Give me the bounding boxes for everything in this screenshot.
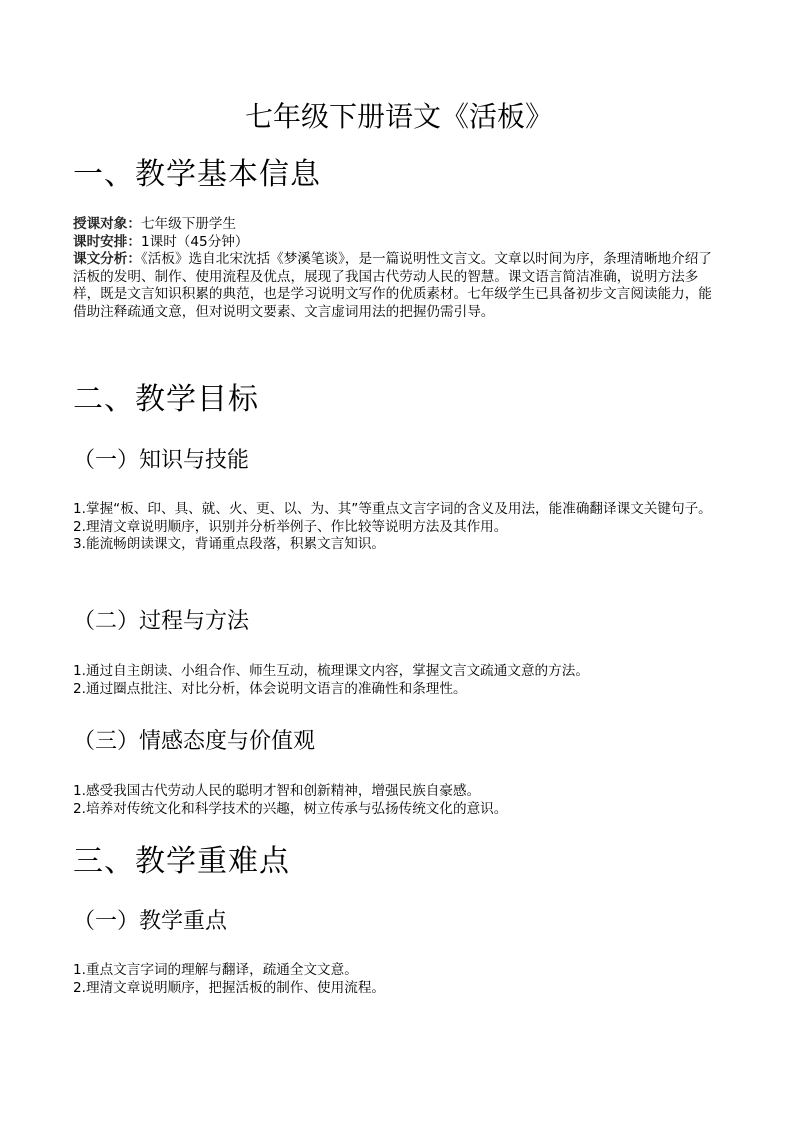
info-label: 课时安排： xyxy=(73,233,141,250)
list-item: 1.感受我国古代劳动人民的聪明才智和创新精神，增强民族自豪感。 xyxy=(73,783,481,799)
info-audience xyxy=(73,216,725,234)
list-item: 3.能流畅朗读课文，背诵重点段落，积累文言知识。 xyxy=(73,536,386,553)
list-item: 1.掌握“板、印、具、就、火、更、以、为、其”等重点文言字词的含义及用法，能准确翻译课文关键句子。 xyxy=(73,501,712,517)
subsection-heading-focus: （一）教学重点 xyxy=(73,909,228,934)
info-label: 课文分析： xyxy=(73,251,141,268)
info-label: 授课对象： xyxy=(73,216,141,232)
subsection-heading-process: （二）过程与方法 xyxy=(73,609,250,634)
info-schedule xyxy=(73,234,725,252)
knowledge-list xyxy=(73,501,725,554)
section-heading-objectives: 二、教学目标 xyxy=(73,382,259,417)
basic-info-block xyxy=(73,216,725,322)
list-item: 2.理清文章说明顺序，把握活板的制作、使用流程。 xyxy=(73,979,386,996)
info-analysis xyxy=(73,251,725,321)
info-value: 七年级下册学生 xyxy=(140,216,237,232)
focus-list xyxy=(73,962,725,997)
process-list xyxy=(73,663,725,698)
list-item: 1.重点文言字词的理解与翻译，疏通全文文意。 xyxy=(73,962,358,978)
section-heading-basic-info: 一、教学基本信息 xyxy=(73,157,321,192)
subsection-heading-values: （三）情感态度与价值观 xyxy=(73,729,316,754)
list-item: 2.理清文章说明顺序，识别并分析举例子、作比较等说明方法及其作用。 xyxy=(73,518,508,535)
list-item: 1.通过自主朗读、小组合作、师生互动，梳理课文内容，掌握文言文疏通文意的方法。 xyxy=(73,663,589,679)
list-item: 2.通过圈点批注、对比分析，体会说明文语言的准确性和条理性。 xyxy=(73,680,467,697)
subsection-heading-knowledge: （一）知识与技能 xyxy=(73,448,250,473)
values-list xyxy=(73,783,725,818)
list-item: 2.培养对传统文化和科学技术的兴趣，树立传承与弘扬传统文化的意识。 xyxy=(73,800,508,817)
document-title: 七年级下册语文《活板》 xyxy=(244,100,553,133)
info-value: 《活板》选自北宋沈括《梦溪笔谈》，是一篇说明性文言文。文章以时间为序，条理清晰地介绍了活板的发明、制作、使用流程及优点，展现了我国古代劳动人民的智慧。课文语言简洁准确，说明方法多样，既是文言知识积累的典范，也是学习说明文写作的优质素材。七年级学生已具备初步文言阅读能力，能借助注释疏通文意，但对说明文要素、文言虚词用法的把握仍需引导。 xyxy=(73,251,712,320)
info-value: 1课时（45分钟） xyxy=(140,233,249,250)
section-heading-key-points: 三、教学重难点 xyxy=(73,844,290,879)
